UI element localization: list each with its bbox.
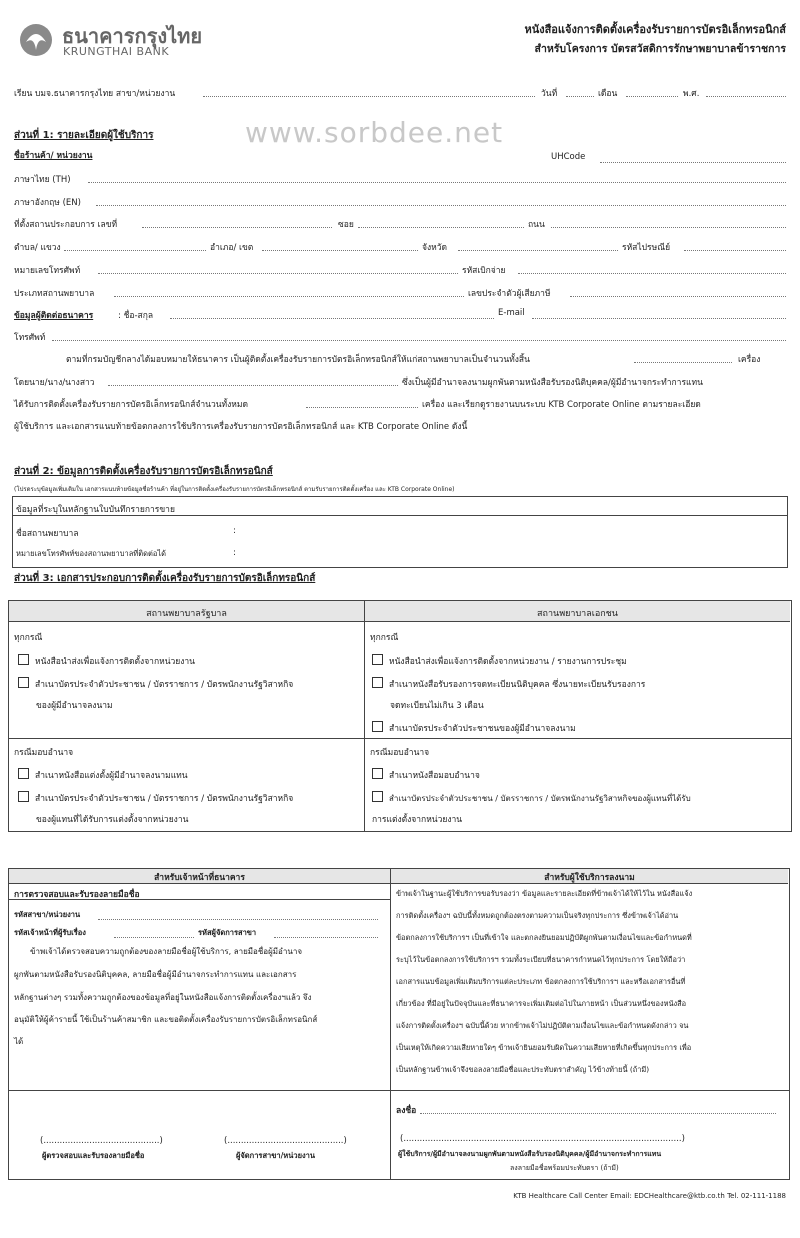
shop-name-label: ชื่อร้านค้า/ หน่วยงาน bbox=[14, 151, 93, 161]
checkbox[interactable] bbox=[372, 677, 383, 688]
form-subtitle: สำหรับโครงการ บัตรสวัสดิการรักษาพยาบาลข้าราชการ bbox=[534, 43, 786, 55]
road-field[interactable] bbox=[551, 227, 786, 228]
part2-box-header: ข้อมูลที่ระบุในหลักฐานใบบันทึกรายการขาย bbox=[16, 505, 175, 515]
checkbox[interactable] bbox=[372, 721, 383, 732]
checkbox[interactable] bbox=[372, 654, 383, 665]
manager-code-label: รหัสผู้จัดการสาขา bbox=[198, 928, 257, 937]
footer-contact: KTB Healthcare Call Center Email: EDCHealthcare@ktb.co.th Tel. 02-111-1188 bbox=[513, 1192, 786, 1200]
contact-name-field[interactable] bbox=[170, 318, 494, 319]
client-body-line: ข้าพเจ้าในฐานะผู้ใช้บริการขอรับรองว่า ข้อมูลและรายละเอียดที่ข้าพเจ้าได้ให้ไว้ใน หนังสือแจ้ง bbox=[396, 889, 693, 898]
bank-body-line: อนุมัติให้ผู้ค้ารายนี้ ใช้เป็นร้านค้าสมาชิก และขอติดตั้งเครื่องรับรายการบัตรอิเล็กทรอนิกส์ bbox=[14, 1015, 318, 1024]
para1: ตามที่กรมบัญชีกลางได้มอบหมายให้ธนาคาร เป็นผู้ติดตั้งเครื่องรับรายการบัตรอิเล็กทรอนิกส์ให้แก่สถานพยาบาลเป็นจำนวนทั้งสิ้น bbox=[66, 355, 530, 365]
phone-label: หมายเลขโทรศัพท์ bbox=[14, 266, 81, 276]
client-sig-label: ผู้ใช้บริการ/ผู้มีอำนาจลงนามผูกพันตามหนังสือรับรองนิติบุคคล/ผู้มีอำนาจกระทำการแทน bbox=[398, 1150, 662, 1158]
gov-del-item[interactable]: สำเนาหนังสือแต่งตั้งผู้มีอำนาจลงนามแทน bbox=[18, 768, 188, 782]
col-gov: สถานพยาบาลรัฐบาล bbox=[146, 609, 227, 619]
month-label: เดือน bbox=[598, 89, 618, 99]
sig1-bracket[interactable]: (...........................................) bbox=[40, 1136, 163, 1146]
soi-label: ซอย bbox=[338, 220, 354, 230]
bank-body-line: ผูกพันตามหนังสือรับรองนิติบุคคล, ลายมือชื่อผู้มีอำนาจกระทำการแทน และเอกสาร bbox=[14, 970, 297, 979]
officer-code-field[interactable] bbox=[114, 937, 194, 938]
district-field[interactable] bbox=[262, 250, 418, 251]
sig2-bracket[interactable]: (...........................................) bbox=[224, 1136, 347, 1146]
client-body-line: เป็นหลักฐานข้าพเจ้าจึงขอลงลายมือชื่อและประทับตราสำคัญ ไว้ข้างท้ายนี้ (ถ้ามี) bbox=[396, 1065, 650, 1074]
part3-row-divider bbox=[8, 738, 791, 739]
priv-del-item[interactable]: สำเนาหนังสือมอบอำนาจ bbox=[372, 768, 480, 782]
watermark: www.sorbdee.net bbox=[245, 116, 504, 149]
taxid-field[interactable] bbox=[570, 296, 786, 297]
bank-section-header: สำหรับเจ้าหน้าที่ธนาคาร bbox=[154, 873, 245, 883]
gov-del-cont: ของผู้แทนที่ได้รับการแต่งตั้งจากหน่วยงาน bbox=[36, 815, 189, 825]
priv-all-item[interactable]: หนังสือนำส่งเพื่อแจ้งการติดตั้งจากหน่วยงาน / รายงานการประชุม bbox=[372, 654, 627, 668]
province-field[interactable] bbox=[458, 250, 618, 251]
client-body-line: เกี่ยวข้อง ที่มีอยู่ในปัจจุบันและที่ธนาคารจะเพิ่มเติมต่อไปในภายหน้า เป็นส่วนหนึ่งของหนังสือ bbox=[396, 999, 687, 1008]
officer-code-label: รหัสเจ้าหน้าที่ผู้รับเรื่อง bbox=[14, 928, 86, 937]
gov-all-item[interactable]: สำเนาบัตรประจำตัวประชาชน / บัตรราชการ / บัตรพนักงานรัฐวิสาหกิจ bbox=[18, 677, 293, 691]
gov-all-cont: ของผู้มีอำนาจลงนาม bbox=[36, 701, 113, 711]
branch-code-field[interactable] bbox=[98, 919, 378, 920]
district-label: อำเภอ/ เขต bbox=[210, 243, 254, 253]
hospital-name-label: ชื่อสถานพยาบาล bbox=[16, 529, 79, 539]
english-name-label: ภาษาอังกฤษ (EN) bbox=[14, 198, 81, 208]
bank-name-en: KRUNGTHAI BANK bbox=[63, 45, 170, 58]
approval-col-divider bbox=[390, 868, 391, 1179]
hospital-code-field[interactable] bbox=[518, 273, 786, 274]
client-name-bracket[interactable]: (.......................................................................................................) bbox=[400, 1134, 685, 1144]
client-sign-field[interactable] bbox=[420, 1113, 776, 1114]
client-sign-label: ลงชื่อ bbox=[396, 1106, 417, 1116]
thai-name-label: ภาษาไทย (TH) bbox=[14, 175, 71, 185]
col-priv: สถานพยาบาลเอกชน bbox=[537, 609, 618, 619]
uhcode-label: UHCode bbox=[551, 152, 586, 162]
soi-field[interactable] bbox=[358, 227, 524, 228]
gov-del-item[interactable]: สำเนาบัตรประจำตัวประชาชน / บัตรราชการ / บัตรพนักงานรัฐวิสาหกิจ bbox=[18, 791, 293, 805]
checkbox[interactable] bbox=[18, 677, 29, 688]
sig1-label: ผู้ตรวจสอบและรับรองลายมือชื่อ bbox=[42, 1151, 145, 1160]
tel-field[interactable] bbox=[52, 340, 786, 341]
checkbox[interactable] bbox=[372, 791, 383, 802]
hospital-type-field[interactable] bbox=[114, 296, 464, 297]
hospital-phone-label: หมายเลขโทรศัพท์ของสถานพยาบาลที่ติดต่อได้ bbox=[16, 549, 166, 558]
phone-field[interactable] bbox=[98, 273, 458, 274]
tel-label: โทรศัพท์ bbox=[14, 333, 46, 343]
subdistrict-label: ตำบล/ แขวง bbox=[14, 243, 61, 253]
hospital-code-label: รหัสเบิกจ่าย bbox=[462, 266, 506, 276]
contact-label: ข้อมูลผู้ติดต่อธนาคาร bbox=[14, 311, 94, 321]
part3-title: ส่วนที่ 3: เอกสารประกอบการติดตั้งเครื่องรับรายการบัตรอิเล็กทรอนิกส์ bbox=[14, 573, 316, 584]
manager-code-field[interactable] bbox=[274, 937, 378, 938]
year-label: พ.ศ. bbox=[683, 89, 700, 99]
client-body-line: เอกสารแนบข้อมูลเพิ่มเติมบริการแต่ละประเภท ข้อตกลงการใช้บริการฯ และหรือเอกสารอื่นที่ bbox=[396, 977, 686, 986]
para3a: ได้รับการติดตั้งเครื่องรับรายการบัตรอิเล็กทรอนิกส์จำนวนทั้งหมด bbox=[14, 400, 249, 410]
part2-title: ส่วนที่ 2: ข้อมูลการติดตั้งเครื่องรับรายการบัตรอิเล็กทรอนิกส์ bbox=[14, 466, 273, 477]
client-section-header: สำหรับผู้ใช้บริการลงนาม bbox=[544, 873, 635, 883]
bank-body-line: หลักฐานต่างๆ รวมทั้งความถูกต้องของข้อมูลที่อยู่ในหนังสือแจ้งการติดตั้งเครื่องฯแล้ว จึง bbox=[14, 993, 312, 1002]
para1-end: เครื่อง bbox=[738, 355, 761, 365]
part2-note: (โปรดระบุข้อมูลเพิ่มเติมใน เอกสารแนบท้ายข้อมูลชื่อร้านค้า ที่อยู่ในการติดตั้งเครื่องรับรายการบัตรอิเล็กทรอนิกส์ ตามรับรายการติดตั้งเครื่อง และ KTB Corporate Online) bbox=[14, 486, 455, 493]
gov-all-label: ทุกกรณี bbox=[14, 633, 43, 643]
branch-code-label: รหัสสาขา/หน่วยงาน bbox=[14, 910, 81, 919]
bank-body-line: ได้ bbox=[14, 1037, 24, 1046]
client-body-line: เป็นเหตุให้เกิดความเสียหายใดๆ ข้าพเจ้ายินยอมรับผิดในความเสียหายที่เกิดขึ้นทุกประการ เพื่อ bbox=[396, 1043, 692, 1052]
road-label: ถนน bbox=[528, 220, 545, 230]
para2b: ซึ่งเป็นผู้มีอำนาจลงนามผูกพันตามหนังสือรับรองนิติบุคคล/ผู้มีอำนาจกระทำการแทน bbox=[402, 378, 703, 388]
priv-all-item[interactable]: สำเนาหนังสือรับรองการจดทะเบียนนิติบุคคล ซึ่งนายทะเบียนรับรองการ bbox=[372, 677, 645, 691]
priv-all-label: ทุกกรณี bbox=[370, 633, 399, 643]
email-field[interactable] bbox=[532, 318, 786, 319]
bank-sub-title: การตรวจสอบและรับรองลายมือชื่อ bbox=[14, 890, 140, 900]
client-sig-sub: ลงลายมือชื่อพร้อมประทับตรา (ถ้ามี) bbox=[510, 1164, 619, 1172]
client-body-line: การติดตั้งเครื่องฯ ฉบับนี้ทั้งหมดถูกต้องตรงตามความเป็นจริงทุกประการ ซึ่งข้าพเจ้าได้อ่าน bbox=[396, 911, 679, 920]
para2a: โดยนาย/นาง/นางสาว bbox=[14, 378, 95, 388]
priv-all-item[interactable]: สำเนาบัตรประจำตัวประชาชนของผู้มีอำนาจลงนาม bbox=[372, 721, 576, 735]
date-field[interactable] bbox=[566, 96, 594, 97]
uhcode-field[interactable] bbox=[600, 162, 786, 163]
location-label: ที่ตั้งสถานประกอบการ เลขที่ bbox=[14, 220, 118, 230]
checkbox[interactable] bbox=[372, 768, 383, 779]
priv-all-cont: จดทะเบียนไม่เกิน 3 เดือน bbox=[390, 701, 484, 711]
english-name-field[interactable] bbox=[96, 205, 786, 206]
part1-title: ส่วนที่ 1: รายละเอียดผู้ใช้บริการ bbox=[14, 130, 154, 141]
machine-count-field[interactable] bbox=[634, 362, 732, 363]
postcode-field[interactable] bbox=[684, 250, 786, 251]
client-body-line: แจ้งการติดตั้งเครื่องฯ ฉบับนี้ด้วย หากข้าพเจ้าไม่ปฏิบัติตามเงื่อนไขและข้อกำหนดดังกล่าว จน bbox=[396, 1021, 689, 1030]
bank-logo bbox=[16, 22, 56, 58]
signer-name-field[interactable] bbox=[108, 385, 398, 386]
checkbox[interactable] bbox=[18, 768, 29, 779]
subdistrict-field[interactable] bbox=[64, 250, 206, 251]
taxid-label: เลขประจำตัวผู้เสียภาษี bbox=[468, 289, 551, 299]
checkbox[interactable] bbox=[18, 791, 29, 802]
para3b: เครื่อง และเรียกดูรายงานบนระบบ KTB Corporate Online ตามรายละเอียด bbox=[422, 400, 701, 410]
month-field[interactable] bbox=[626, 96, 678, 97]
province-label: จังหวัด bbox=[422, 243, 448, 253]
client-body-line: ข้อตกลงการใช้บริการฯ เป็นที่เข้าใจ และตกลงยินยอมปฏิบัติผูกพันตามเงื่อนไขและข้อกำหนดที่ bbox=[396, 933, 692, 942]
gov-del-label: กรณีมอบอำนาจ bbox=[14, 748, 74, 758]
addressee-label: เรียน บมจ.ธนาคารกรุงไทย สาขา/หน่วยงาน bbox=[14, 89, 176, 99]
bank-name-th: ธนาคารกรุงไทย bbox=[62, 24, 203, 48]
form-title: หนังสือแจ้งการติดตั้งเครื่องรับรายการบัตรอิเล็กทรอนิกส์ bbox=[524, 23, 786, 36]
house-no-field[interactable] bbox=[142, 227, 332, 228]
client-body-line: ระบุไว้ในข้อตกลงการใช้บริการฯ รวมทั้งระเบียบที่ธนาคารกำหนดไว้ทุกประการ โดยให้ถือว่า bbox=[396, 955, 686, 964]
checkbox[interactable] bbox=[18, 654, 29, 665]
gov-all-item[interactable]: หนังสือนำส่งเพื่อแจ้งการติดตั้งจากหน่วยงาน bbox=[18, 654, 195, 668]
priv-del-cont: การแต่งตั้งจากหน่วยงาน bbox=[372, 815, 463, 825]
thai-name-field[interactable] bbox=[88, 182, 786, 183]
hospital-type-label: ประเภทสถานพยาบาล bbox=[14, 289, 95, 299]
hospital-phone-colon: : bbox=[233, 548, 236, 558]
bank-body-line: ข้าพเจ้าได้ตรวจสอบความถูกต้องของลายมือชื่อผู้ใช้บริการ, ลายมือชื่อผู้มีอำนาจ bbox=[30, 947, 302, 956]
email-label: E-mail bbox=[498, 308, 525, 318]
part3-col-divider bbox=[364, 600, 365, 831]
priv-del-item[interactable]: สำเนาบัตรประจำตัวประชาชน / บัตรราชการ / บัตรพนักงานรัฐวิสาหกิจของผู้แทนที่ได้รับ bbox=[372, 791, 691, 805]
date-label: วันที่ bbox=[541, 89, 558, 99]
hospital-name-colon: : bbox=[233, 526, 236, 536]
contact-name-label: : ชื่อ-สกุล bbox=[118, 311, 154, 321]
approval-row-divider bbox=[8, 1090, 789, 1091]
sig2-label: ผู้จัดการสาขา/หน่วยงาน bbox=[236, 1151, 315, 1160]
postcode-label: รหัสไปรษณีย์ bbox=[622, 243, 671, 253]
para4: ผู้ใช้บริการ และเอกสารแนบท้ายข้อตกลงการใช้บริการเครื่องรับรายการบัตรอิเล็กทรอนิกส์ และ KTB Corporate Online ดังนี้ bbox=[14, 422, 468, 432]
total-machines-field[interactable] bbox=[306, 407, 418, 408]
priv-del-label: กรณีมอบอำนาจ bbox=[370, 748, 430, 758]
branch-field[interactable] bbox=[203, 96, 535, 97]
year-field[interactable] bbox=[706, 96, 786, 97]
